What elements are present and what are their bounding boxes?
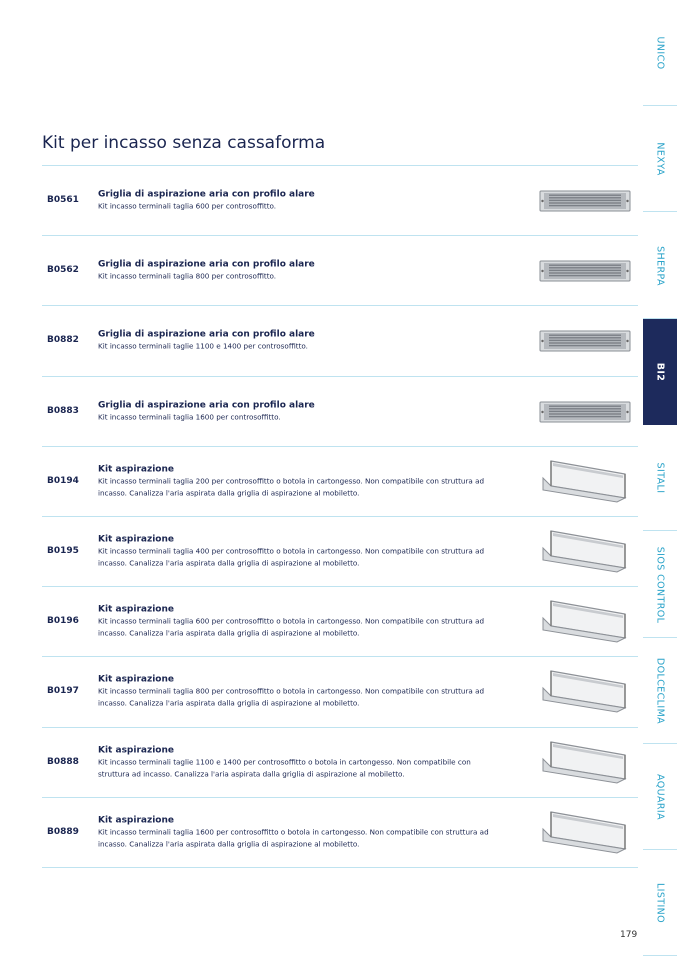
sidebar-tab-nexya[interactable]	[643, 106, 677, 212]
product-name: Kit aspirazione	[98, 534, 174, 545]
sidebar-tab-unico[interactable]	[643, 0, 677, 106]
sidebar-tab-sitali[interactable]	[643, 425, 677, 531]
product-row	[42, 235, 638, 305]
product-name: Griglia di aspirazione aria con profilo alare	[98, 189, 315, 200]
product-code: B0888	[47, 757, 79, 767]
page-title: Kit per incasso senza cassaforma	[42, 133, 326, 153]
sidebar-tab-label: SIOS CONTROL	[654, 546, 666, 623]
sidebar-tab-label: LISTINO	[654, 882, 666, 923]
product-name: Griglia di aspirazione aria con profilo alare	[98, 329, 315, 340]
sidebar-tab-label: SITALI	[654, 462, 666, 493]
row-divider	[42, 867, 638, 868]
product-name: Kit aspirazione	[98, 674, 174, 685]
product-text	[98, 188, 498, 212]
product-row	[42, 656, 638, 726]
product-name: Griglia di aspirazione aria con profilo alare	[98, 259, 315, 270]
sidebar-tab-sios-control[interactable]	[643, 532, 677, 638]
grille-image	[539, 315, 631, 365]
product-description: Kit incasso terminali taglia 800 per controsoffitto.	[98, 271, 277, 281]
product-description: Kit incasso terminali taglia 400 per controsoffitto o botola in cartongesso. Non compatibile con struttura ad incasso. Canalizza l'aria aspirata dalla griglia di aspirazione al mobiletto.	[98, 546, 485, 567]
sidebar-tab-aquaria[interactable]	[643, 744, 677, 850]
grille-image	[539, 175, 631, 225]
product-row	[42, 727, 638, 797]
product-code: B0195	[47, 546, 79, 556]
product-description: Kit incasso terminali taglia 1600 per controsoffitto.	[98, 412, 281, 422]
product-code: B0561	[47, 195, 79, 205]
sidebar-tab-bi2[interactable]	[643, 319, 677, 425]
product-name: Kit aspirazione	[98, 464, 174, 475]
section-sidebar	[643, 0, 677, 958]
product-row	[42, 516, 638, 586]
duct-kit-image	[539, 666, 631, 716]
sidebar-tab-label: NEXYA	[654, 141, 666, 176]
sidebar-tab-sherpa[interactable]	[643, 213, 677, 319]
product-code: B0197	[47, 686, 79, 696]
product-name: Griglia di aspirazione aria con profilo alare	[98, 400, 315, 411]
duct-kit-image	[539, 737, 631, 787]
sidebar-tab-label: SHERPA	[654, 245, 666, 286]
sidebar-tab-label: UNICO	[654, 36, 666, 69]
product-description: Kit incasso terminali taglia 200 per controsoffitto o botola in cartongesso. Non compatibile con struttura ad incasso. Canalizza l'aria aspirata dalla griglia di aspirazione al mobiletto.	[98, 476, 485, 497]
product-text	[98, 674, 498, 709]
product-name: Kit aspirazione	[98, 815, 174, 826]
grille-image	[539, 245, 631, 295]
product-text	[98, 328, 498, 352]
product-description: Kit incasso terminali taglie 1100 e 1400 per controsoffitto o botola in cartongesso. Non compatibile con struttura ad incasso. Canalizza l'aria aspirata dalla griglia di aspirazione al mobiletto.	[98, 757, 471, 778]
product-text	[98, 534, 498, 569]
product-code: B0194	[47, 476, 79, 486]
product-text	[98, 745, 498, 780]
sidebar-tab-label: BI2	[654, 362, 666, 381]
product-code: B0889	[47, 827, 79, 837]
duct-kit-image	[539, 526, 631, 576]
product-description: Kit incasso terminali taglia 800 per controsoffitto o botola in cartongesso. Non compatibile con struttura ad incasso. Canalizza l'aria aspirata dalla griglia di aspirazione al mobiletto.	[98, 686, 485, 707]
product-text	[98, 258, 498, 282]
duct-kit-image	[539, 596, 631, 646]
product-row	[42, 376, 638, 446]
product-row	[42, 446, 638, 516]
sidebar-tab-listino[interactable]	[643, 850, 677, 956]
page-number: 179	[620, 930, 638, 940]
duct-kit-image	[539, 807, 631, 857]
product-row	[42, 797, 638, 867]
grille-image	[539, 386, 631, 436]
sidebar-tab-label: AQUARIA	[654, 773, 666, 820]
product-row	[42, 305, 638, 375]
product-description: Kit incasso terminali taglie 1100 e 1400 per controsoffitto.	[98, 341, 308, 351]
product-code: B0562	[47, 265, 79, 275]
sidebar-tab-dolceclima[interactable]	[643, 638, 677, 744]
product-row	[42, 165, 638, 235]
product-text	[98, 464, 498, 499]
product-description: Kit incasso terminali taglia 600 per controsoffitto.	[98, 201, 277, 211]
product-text	[98, 604, 498, 639]
sidebar-tab-label: DOLCECLIMA	[654, 657, 666, 724]
product-name: Kit aspirazione	[98, 745, 174, 756]
product-text	[98, 815, 498, 850]
product-code: B0883	[47, 406, 79, 416]
product-name: Kit aspirazione	[98, 604, 174, 615]
product-description: Kit incasso terminali taglia 1600 per controsoffitto o botola in cartongesso. Non compatibile con struttura ad incasso. Canalizza l'aria aspirata dalla griglia di aspirazione al mobiletto.	[98, 827, 489, 848]
product-code: B0882	[47, 335, 79, 345]
duct-kit-image	[539, 456, 631, 506]
product-description: Kit incasso terminali taglia 600 per controsoffitto o botola in cartongesso. Non compatibile con struttura ad incasso. Canalizza l'aria aspirata dalla griglia di aspirazione al mobiletto.	[98, 616, 485, 637]
product-code: B0196	[47, 616, 79, 626]
product-text	[98, 399, 498, 423]
product-row	[42, 586, 638, 656]
